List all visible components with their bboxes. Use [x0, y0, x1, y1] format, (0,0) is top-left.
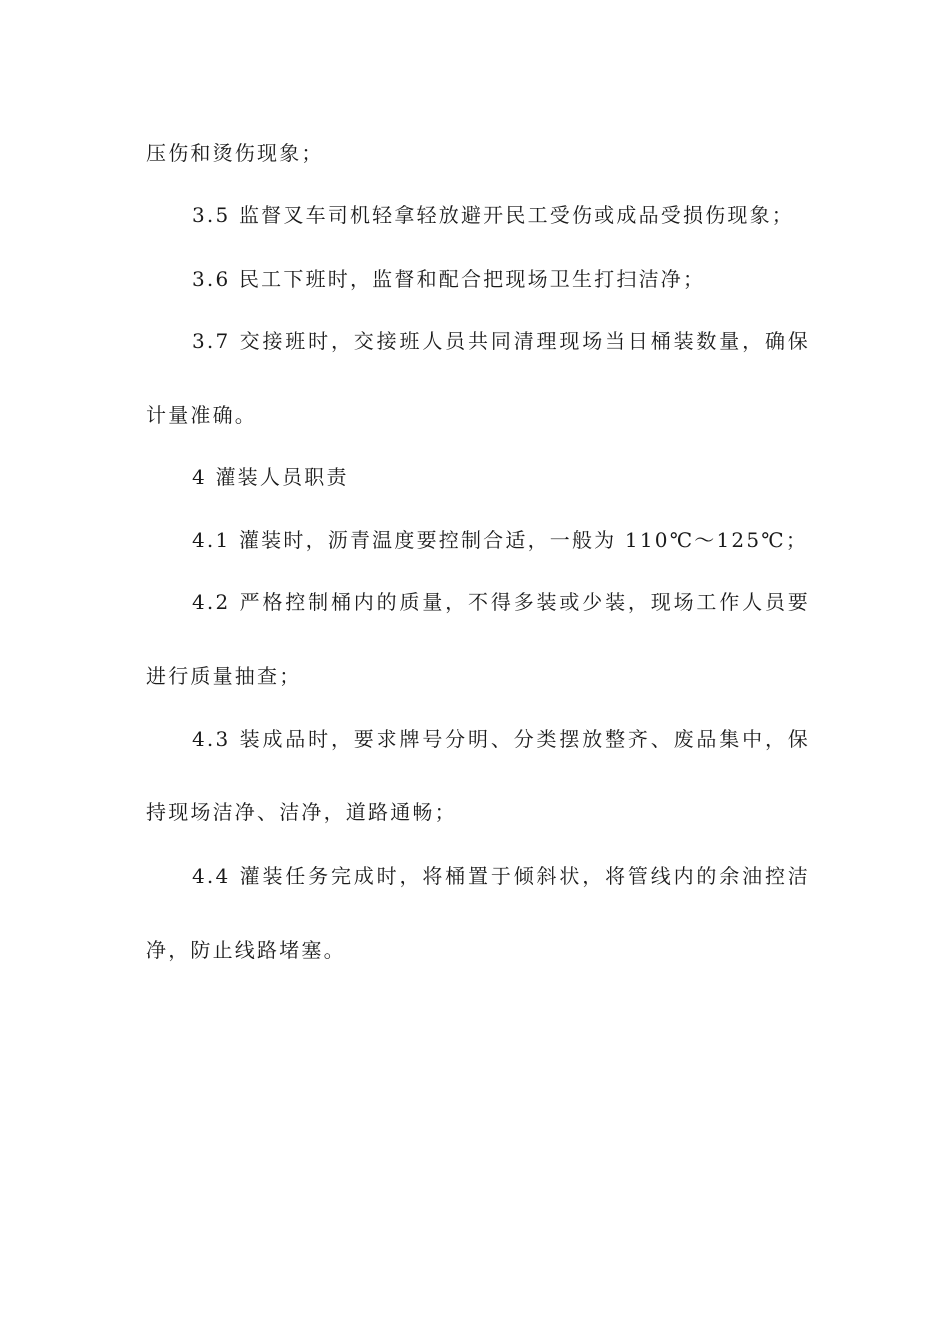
text-line: 4.3 装成品时，要求牌号分明、分类摆放整齐、废品集中，保 [192, 727, 810, 751]
text-line: 计量准确。 [146, 403, 257, 427]
text-line: 3.7 交接班时，交接班人员共同清理现场当日桶装数量，确保 [192, 329, 810, 353]
text-line: 4.4 灌装任务完成时，将桶置于倾斜状，将管线内的余油控洁 [192, 864, 810, 888]
text-line: 4.1 灌装时，沥青温度要控制合适，一般为 110℃～125℃； [192, 528, 809, 552]
text-line: 持现场洁净、洁净，道路通畅； [146, 800, 457, 824]
section-heading: 4 灌装人员职责 [192, 465, 349, 489]
text-line: 净，防止线路堵塞。 [146, 938, 346, 962]
text-line: 3.6 民工下班时，监督和配合把现场卫生打扫洁净； [192, 267, 706, 291]
text-line: 进行质量抽查； [146, 664, 302, 688]
text-line: 压伤和烫伤现象； [146, 141, 324, 165]
text-line: 3.5 监督叉车司机轻拿轻放避开民工受伤或成品受损伤现象； [192, 203, 794, 227]
text-line: 4.2 严格控制桶内的质量，不得多装或少装，现场工作人员要 [192, 590, 810, 614]
